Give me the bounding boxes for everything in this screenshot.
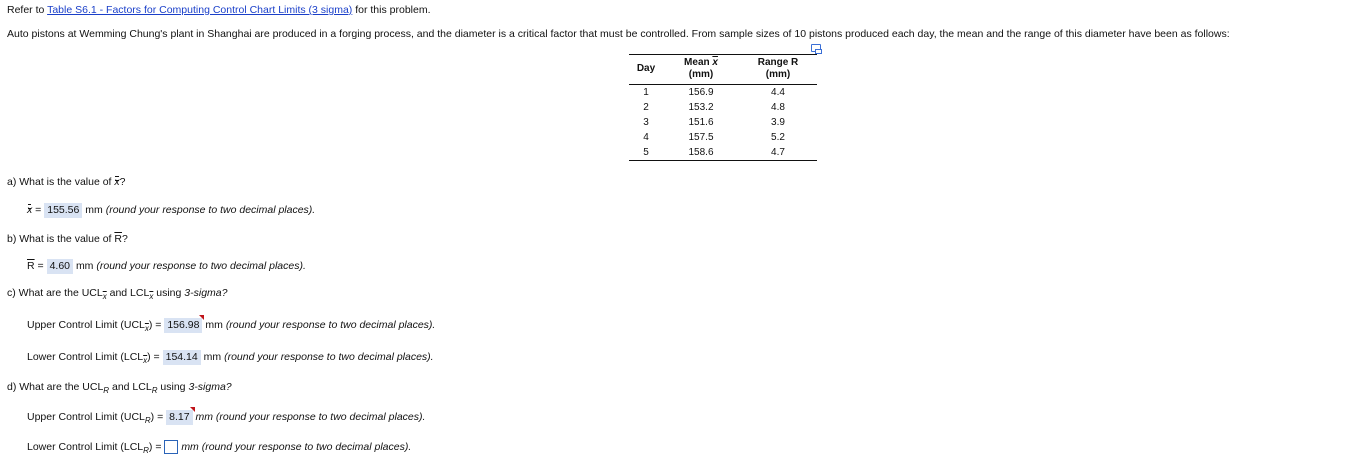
- unit-mm: mm: [203, 351, 222, 363]
- cell-day: 4: [643, 132, 649, 143]
- cell-mean: 156.9: [688, 87, 714, 98]
- question-a-end: ?: [119, 176, 126, 188]
- ucl-x-label: Upper Control Limit (UCL: [27, 319, 145, 331]
- r-bar-symbol: $\overline{R}$: [114, 233, 122, 245]
- answer-b-value[interactable]: 4.60: [47, 259, 73, 274]
- r-bar-symbol: $\overline{R}$: [27, 260, 35, 272]
- rounding-hint: (round your response to two decimal places).: [225, 319, 436, 331]
- cell-range: 3.9: [771, 117, 785, 128]
- question-d-text: d) What are the UCL: [7, 381, 104, 393]
- question-c-text-4: 3-sigma?: [184, 287, 228, 299]
- subscript-r: R: [144, 416, 151, 425]
- lcl-r-label: Lower Control Limit (LCL: [27, 440, 144, 453]
- question-c-text-2: and LCL: [109, 287, 150, 299]
- table-row: [629, 85, 817, 101]
- question-a-text: a) What is the value of: [7, 176, 112, 188]
- lcl-x-close: ) =: [147, 351, 160, 363]
- col-header-range: [739, 55, 817, 85]
- question-d: [7, 381, 232, 393]
- lcl-r-input[interactable]: [164, 440, 178, 454]
- cell-day: 5: [629, 145, 663, 161]
- question-c-text-3: using: [156, 287, 182, 299]
- rounding-hint: (round your response to two decimal places).: [105, 204, 316, 216]
- col-header-day: Day: [629, 55, 663, 85]
- question-c-text: c) What are the UCL: [7, 287, 103, 299]
- question-d-text-2: and LCL: [112, 381, 152, 393]
- table-s6-1-link[interactable]: Table S6.1 - Factors for Computing Control Chart Limits (3 sigma): [47, 4, 353, 16]
- ucl-r-close: ) =: [150, 411, 164, 423]
- answer-d-ucl-row: [27, 410, 425, 425]
- question-d-text-4: 3-sigma?: [188, 381, 232, 393]
- cell-mean: 153.2: [688, 102, 714, 113]
- col-header-range-label: Range R: [757, 57, 799, 68]
- lcl-x-value[interactable]: 154.14: [163, 350, 201, 365]
- cell-day: 3: [643, 117, 649, 128]
- cell-range: 4.8: [771, 102, 785, 113]
- subscript-xbar: x: [143, 356, 148, 365]
- x-double-bar-symbol: x: [27, 204, 33, 216]
- data-table: [629, 54, 817, 161]
- refer-suffix: for this problem.: [355, 4, 431, 16]
- rounding-hint: mm (round your response to two decimal places).: [195, 411, 426, 423]
- question-b-end: ?: [121, 233, 128, 245]
- copy-table-icon[interactable]: [811, 44, 821, 52]
- rounding-hint: (round your response to two decimal places).: [224, 351, 434, 363]
- question-b-text: b) What is the value of: [7, 233, 112, 245]
- subscript-r: R: [151, 386, 158, 395]
- ucl-x-close: ) =: [148, 319, 162, 331]
- subscript-r: R: [143, 445, 149, 455]
- rounding-hint: (round your response to two decimal places).: [96, 260, 306, 272]
- equals-sign: =: [37, 260, 44, 272]
- cell-mean: 158.6: [663, 145, 739, 161]
- col-header-mean: [663, 55, 739, 85]
- col-header-mean-symbol: $\overline{x}$: [712, 57, 718, 68]
- answer-a-row: [27, 203, 315, 218]
- subscript-r: R: [103, 386, 110, 395]
- cell-day: 2: [643, 102, 649, 113]
- unit-mm: mm: [85, 204, 103, 216]
- col-header-mean-label: Mean: [684, 57, 710, 68]
- table-row: [629, 145, 817, 161]
- cell-mean: 151.6: [688, 117, 714, 128]
- table-row: [629, 100, 817, 115]
- subscript-xbar: x: [144, 324, 149, 333]
- ucl-r-label: Upper Control Limit (UCL: [27, 411, 145, 423]
- question-d-text-3: using: [160, 381, 186, 393]
- table-row: [629, 130, 817, 145]
- cell-mean: 157.5: [688, 132, 714, 143]
- col-header-mean-unit: (mm): [688, 69, 714, 80]
- unit-mm: mm: [205, 319, 223, 331]
- answer-b-row: [27, 259, 306, 274]
- col-header-range-unit: (mm): [765, 69, 791, 80]
- rounding-hint: mm (round your response to two decimal places).: [181, 440, 412, 453]
- cell-range: 4.7: [739, 145, 817, 161]
- unit-mm: mm: [75, 260, 94, 272]
- problem-statement: Auto pistons at Wemming Chung's plant in Shanghai are produced in a forging process, and the diameter is a critical factor that must be controlled. From sample sizes of 10 pistons produced each day, the mean and the range of this diameter have been as follows:: [7, 28, 1230, 40]
- cell-day: 1: [643, 87, 649, 98]
- lcl-x-label: Lower Control Limit (LCL: [27, 351, 144, 363]
- lcl-r-close: ) =: [148, 440, 162, 453]
- refer-line: [7, 4, 431, 16]
- equals-sign: =: [35, 204, 42, 216]
- answer-c-lcl-row: [27, 350, 434, 365]
- answer-c-ucl-row: [27, 318, 435, 333]
- table-row: [629, 115, 817, 130]
- cell-range: 4.4: [771, 87, 785, 98]
- subscript-xbar: x: [149, 292, 154, 301]
- answer-a-value[interactable]: 155.56: [44, 203, 82, 218]
- question-a: [7, 176, 125, 188]
- refer-prefix: Refer to: [7, 4, 45, 16]
- ucl-x-value[interactable]: 156.98: [164, 318, 202, 333]
- x-double-bar-symbol: x: [114, 176, 120, 188]
- answer-d-lcl-row: [27, 440, 411, 454]
- ucl-r-value[interactable]: 8.17: [166, 410, 192, 425]
- question-c: [7, 287, 227, 299]
- subscript-xbar: x: [102, 292, 107, 301]
- question-b: [7, 233, 128, 245]
- cell-range: 5.2: [771, 132, 785, 143]
